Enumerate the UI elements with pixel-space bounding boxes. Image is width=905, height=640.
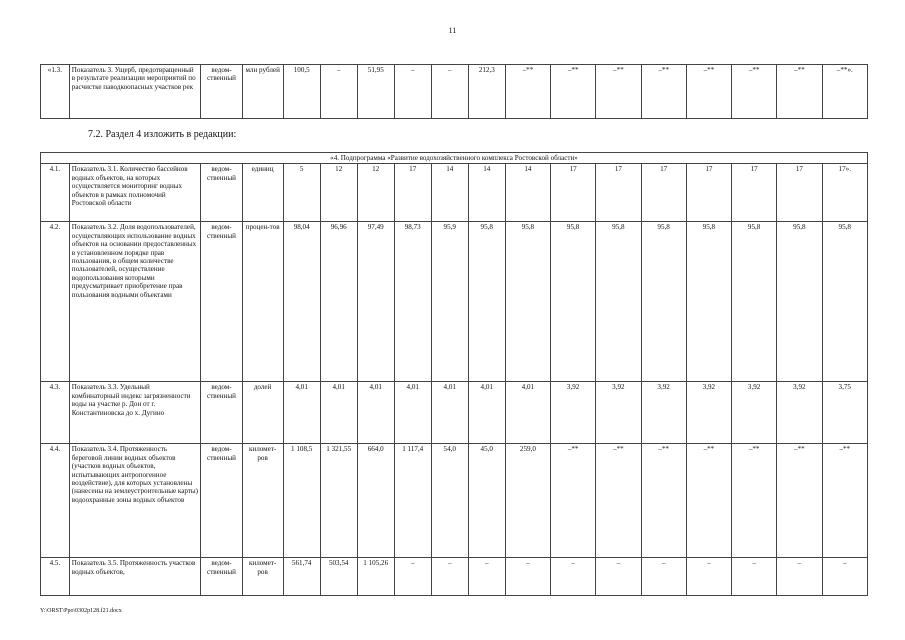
table-row	[41, 164, 868, 222]
row-number-cell: 4.4.	[41, 444, 70, 558]
indicator-name-cell: Показатель 3.4. Протяженность береговой линии водных объектов (участков водных объектов, испытывающих антропогенное воздействие), для которых установлены (нанесены на землеустроительные карты) водоохранные зоны водных объектов	[69, 444, 201, 558]
indicator-type-cell: ведом-ственный	[201, 222, 242, 382]
unit-cell: процен-тов	[242, 222, 283, 382]
value-cell: –**	[641, 444, 686, 558]
value-cell: 95,8	[551, 222, 596, 382]
value-cell: 3,92	[641, 382, 686, 444]
value-cell: –	[468, 558, 505, 596]
value-cell: 95,8	[732, 222, 777, 382]
subprogram-row	[41, 153, 868, 164]
table-row	[41, 222, 868, 382]
value-cell: 96,96	[320, 222, 357, 382]
row-number-cell: 4.3.	[41, 382, 70, 444]
value-cell: 95,8	[641, 222, 686, 382]
row-number-cell: «1.3.	[41, 65, 70, 119]
value-cell: 95,8	[822, 222, 867, 382]
value-cell: 4,01	[320, 382, 357, 444]
table-row	[41, 444, 868, 558]
value-cell: 14	[505, 164, 550, 222]
value-cell: 1 117,4	[394, 444, 431, 558]
value-cell: –	[822, 558, 867, 596]
value-cell: 98,73	[394, 222, 431, 382]
value-cell: –**	[732, 65, 777, 119]
value-cell: –	[596, 558, 641, 596]
indicator-name-cell: Показатель 3.1. Количество бассейнов водных объектов, на которых осуществляется мониторинг водных объектов в рамках полномочий Ростовской области	[69, 164, 201, 222]
row-number-cell: 4.1.	[41, 164, 70, 222]
value-cell: –	[641, 558, 686, 596]
value-cell: 3,92	[686, 382, 731, 444]
value-cell: 3,92	[551, 382, 596, 444]
value-cell: –**	[777, 444, 822, 558]
value-cell: 95,8	[596, 222, 641, 382]
value-cell: 95,9	[431, 222, 468, 382]
value-cell: 3,92	[777, 382, 822, 444]
value-cell: –	[551, 558, 596, 596]
value-cell: –**	[686, 444, 731, 558]
row-number-cell: 4.2.	[41, 222, 70, 382]
value-cell: 51,95	[357, 65, 394, 119]
table-row	[41, 65, 868, 119]
value-cell: 17	[777, 164, 822, 222]
indicator-type-cell: ведом-ственный	[201, 164, 242, 222]
unit-cell: километ-ров	[242, 558, 283, 596]
value-cell: 3,92	[732, 382, 777, 444]
value-cell: 98,04	[283, 222, 320, 382]
value-cell: 4,01	[468, 382, 505, 444]
value-cell: 3,92	[596, 382, 641, 444]
value-cell: –	[431, 65, 468, 119]
indicator-name-cell: Показатель 3. Ущерб, предотвращенный в результате реализации мероприятий по расчистке паводкоопасных участков рек	[69, 65, 201, 119]
value-cell: 259,0	[505, 444, 550, 558]
subprogram-title: «4. Подпрограмма «Развитие водохозяйственного комплекса Ростовской области»	[41, 153, 868, 164]
value-cell: 4,01	[283, 382, 320, 444]
value-cell: 17	[394, 164, 431, 222]
value-cell: –**	[777, 65, 822, 119]
value-cell: 1 105,26	[357, 558, 394, 596]
unit-cell: километ-ров	[242, 444, 283, 558]
value-cell: –	[320, 65, 357, 119]
value-cell: –	[732, 558, 777, 596]
value-cell: –**	[596, 444, 641, 558]
value-cell: –	[505, 558, 550, 596]
value-cell: 3,75	[822, 382, 867, 444]
value-cell: 17	[551, 164, 596, 222]
indicator-type-cell: ведом-ственный	[201, 382, 242, 444]
value-cell: 1 321,55	[320, 444, 357, 558]
value-cell: 4,01	[357, 382, 394, 444]
indicator-name-cell: Показатель 3.2. Доля водопользователей, осуществляющих использование водных объектов на основании предоставленных в установленном порядке прав пользования, в общем количестве пользователей, осуществление водопользования которыми предусматривает приобретение прав пользования водными объектами	[69, 222, 201, 382]
value-cell: 12	[320, 164, 357, 222]
value-cell: –**	[551, 65, 596, 119]
value-cell: –**	[641, 65, 686, 119]
value-cell: –**	[505, 65, 550, 119]
value-cell: 17	[596, 164, 641, 222]
value-cell: 4,01	[431, 382, 468, 444]
value-cell: 95,8	[686, 222, 731, 382]
value-cell: –**	[596, 65, 641, 119]
value-cell: –**	[822, 444, 867, 558]
indicator-name-cell: Показатель 3.5. Протяженность участков водных объектов,	[69, 558, 201, 596]
indicator-name-cell: Показатель 3.3. Удельный комбинаторный индекс загрязненности воды на участке р. Дон от г. Константиновска до х. Дугино	[69, 382, 201, 444]
indicator-type-cell: ведом-ственный	[201, 444, 242, 558]
value-cell: 95,8	[777, 222, 822, 382]
value-cell: 212,3	[468, 65, 505, 119]
indicator-type-cell: ведом-ственный	[201, 558, 242, 596]
row-number-cell: 4.5.	[41, 558, 70, 596]
table-row	[41, 382, 868, 444]
value-cell: 45,0	[468, 444, 505, 558]
value-cell: 503,54	[320, 558, 357, 596]
value-cell: 100,5	[283, 65, 320, 119]
value-cell: 4,01	[394, 382, 431, 444]
value-cell: –	[431, 558, 468, 596]
value-cell: –	[686, 558, 731, 596]
table-row	[41, 558, 868, 596]
value-cell: 17	[686, 164, 731, 222]
footer-path: Y:\ORST\Ppo\0302p128.f21.docx	[40, 608, 122, 614]
value-cell: –	[394, 65, 431, 119]
value-cell: 5	[283, 164, 320, 222]
value-cell: –	[394, 558, 431, 596]
value-cell: 95,8	[505, 222, 550, 382]
unit-cell: долей	[242, 382, 283, 444]
value-cell: 664,0	[357, 444, 394, 558]
value-cell: 17	[641, 164, 686, 222]
value-cell: 95,8	[468, 222, 505, 382]
value-cell: 14	[431, 164, 468, 222]
value-cell: 561,74	[283, 558, 320, 596]
value-cell: 17	[732, 164, 777, 222]
indicator-type-cell: ведом-ственный	[201, 65, 242, 119]
value-cell: –**	[686, 65, 731, 119]
value-cell: –**	[732, 444, 777, 558]
page-number: 11	[448, 26, 457, 35]
indicators-table	[40, 152, 868, 596]
value-cell: 14	[468, 164, 505, 222]
value-cell: –**».	[822, 65, 867, 119]
unit-cell: единиц	[242, 164, 283, 222]
value-cell: 17».	[822, 164, 867, 222]
unit-cell: млн рублей	[242, 65, 283, 119]
value-cell: 97,49	[357, 222, 394, 382]
value-cell: 12	[357, 164, 394, 222]
value-cell: 1 108,5	[283, 444, 320, 558]
section-heading: 7.2. Раздел 4 изложить в редакции:	[88, 129, 237, 140]
value-cell: 4,01	[505, 382, 550, 444]
value-cell: 54,0	[431, 444, 468, 558]
previous-table	[40, 64, 868, 119]
value-cell: –**	[551, 444, 596, 558]
value-cell: –	[777, 558, 822, 596]
